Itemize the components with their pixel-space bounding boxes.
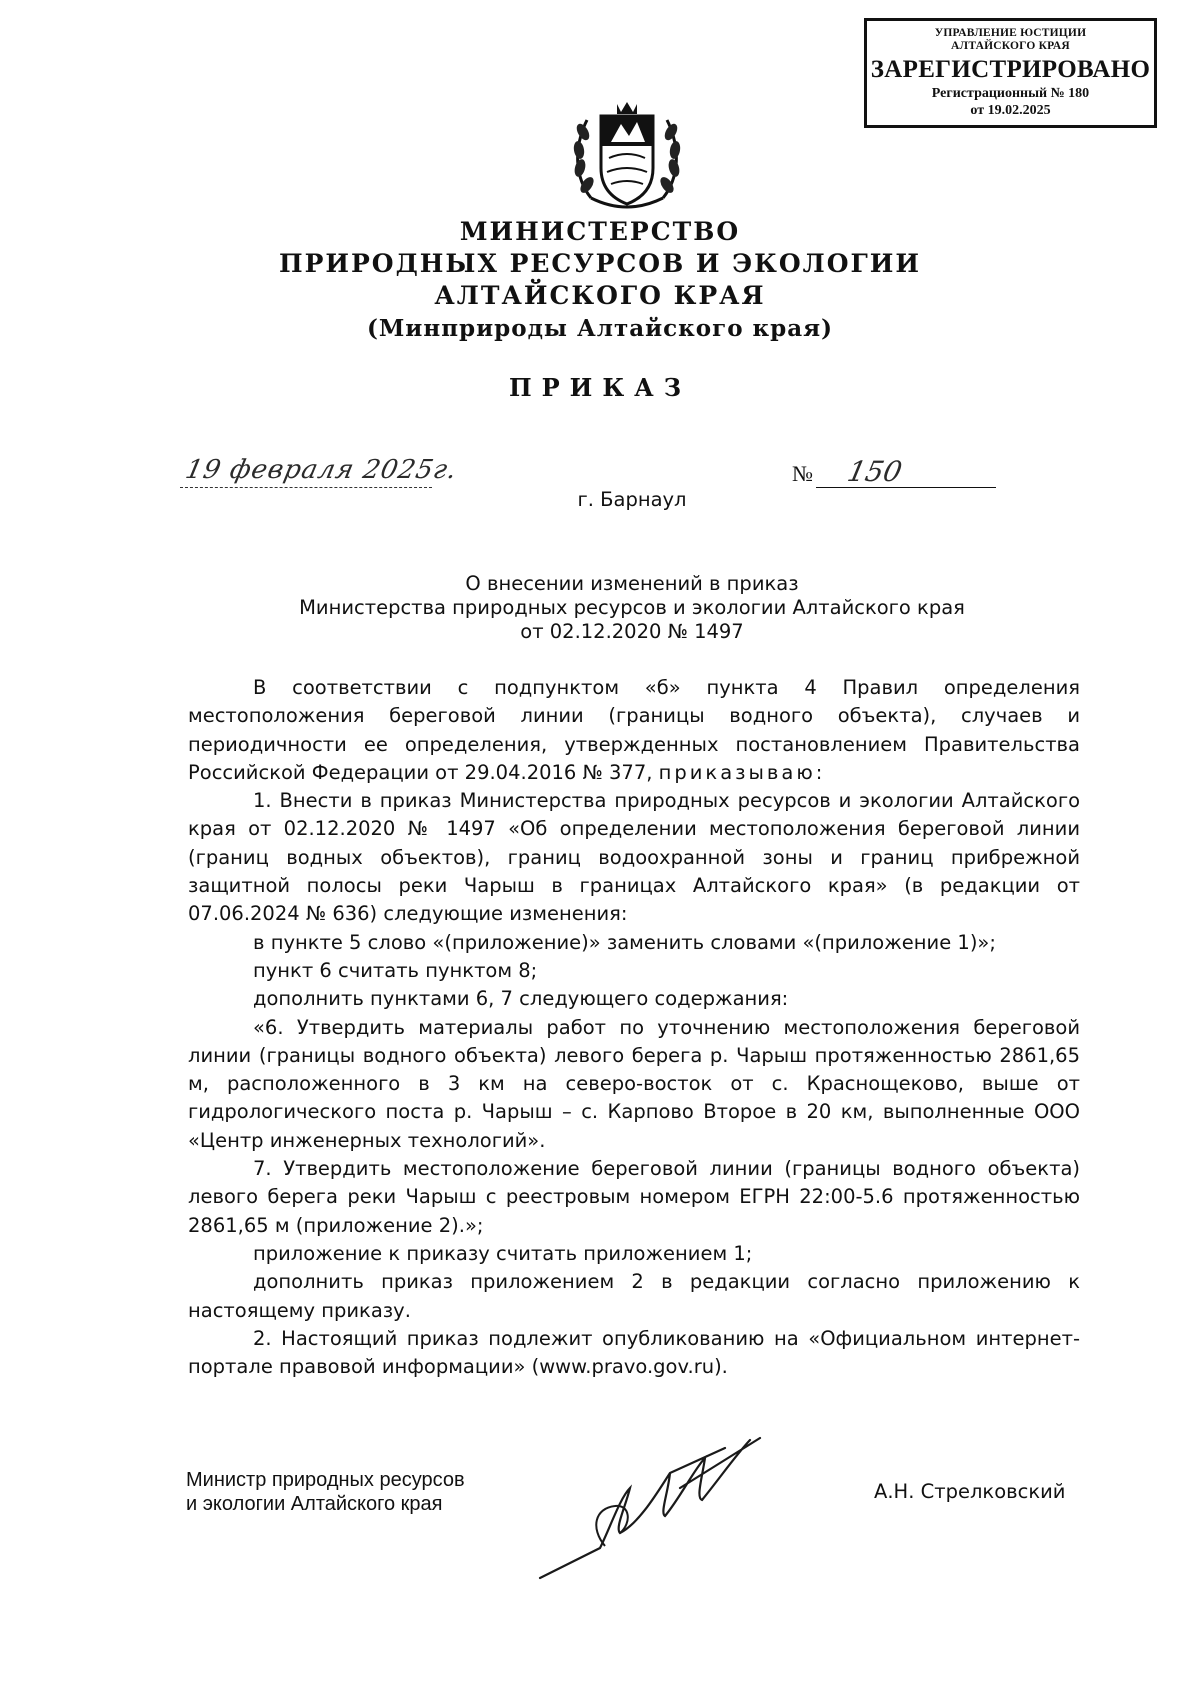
order-keyword: приказываю:	[658, 760, 826, 784]
paragraph-5: «6. Утвердить материалы работ по уточнению местоположения береговой линии (границы водного объекта) левого берега р. Чарыш протяженностью 2861,65 м, расположенного в 3 км на северо-восток от с. Краснощеково, выше от гидрологического поста р. Чарыш – с. Карпово Второе в 20 км, выполненные ООО «Центр инженерных технологий».	[188, 1015, 1080, 1152]
ministry-title-line3: АЛТАЙСКОГО КРАЯ	[434, 281, 766, 310]
document-type: ПРИКАЗ	[508, 373, 692, 402]
position-line1: Министр природных ресурсов	[186, 1469, 465, 1491]
intro-text: В соответствии с подпунктом «б» пункта 4 Правил определения местоположения береговой линии (границы водного объекта), случаев и периодичности ее определения, утвержденных постановлением Правительства Российской Федерации от 29.04.2016 № 377,	[188, 676, 1080, 784]
paragraph-9: 2. Настоящий приказ подлежит опубликованию на «Официальном интернет-портале правовой информации» (www.pravo.gov.ru).	[188, 1326, 1080, 1379]
stamp-org-line1: УПРАВЛЕНИЕ ЮСТИЦИИ	[934, 27, 1087, 39]
stamp-reg-number: Регистрационный № 180	[931, 86, 1090, 101]
paragraph-2: в пункте 5 слово «(приложение)» заменить словами «(приложение 1)»;	[253, 930, 996, 954]
position-line2: и экологии Алтайского края	[186, 1493, 443, 1515]
signatory-position	[186, 1468, 465, 1516]
stamp-org-line2: АЛТАЙСКОГО КРАЯ	[951, 40, 1070, 52]
intro-paragraph	[188, 674, 1080, 787]
handwritten-signature-icon	[520, 1428, 790, 1588]
stamp-status: ЗАРЕГИСТРИРОВАНО	[870, 56, 1151, 83]
subject-line3: от 02.12.2020 № 1497	[520, 620, 744, 643]
paragraph-4: дополнить пунктами 6, 7 следующего содержания:	[253, 987, 789, 1011]
paragraph-8: дополнить приказ приложением 2 в редакции согласно приложению к настоящему приказу.	[188, 1270, 1080, 1322]
city: г. Барнаул	[577, 488, 687, 511]
number-sign: №	[792, 461, 813, 486]
paragraph-6: 7. Утвердить местоположение береговой линии (границы водного объекта) левого берега реки Чарыш с реестровым номером ЕГРН 22:00-5.6 протяженностью 2861,65 м (приложение 2).»;	[188, 1157, 1080, 1237]
order-body	[188, 674, 1080, 1381]
signatory-name: А.Н. Стрелковский	[874, 1480, 1066, 1503]
ministry-short-name: (Минприроды Алтайского края)	[366, 315, 834, 342]
handwritten-date: 19 февраля 2025г.	[182, 455, 461, 485]
subject-line1: О внесении изменений в приказ	[465, 572, 799, 595]
order-subject	[0, 572, 1200, 644]
ministry-title-line1: МИНИСТЕРСТВО	[459, 217, 741, 246]
registration-stamp	[864, 18, 1157, 128]
paragraph-7: приложение к приказу считать приложением 1;	[253, 1241, 753, 1265]
handwritten-number: 150	[844, 455, 905, 488]
subject-line2: Министерства природных ресурсов и экологии Алтайского края	[299, 596, 965, 619]
paragraph-3: пункт 6 считать пунктом 8;	[253, 958, 538, 982]
stamp-reg-date: от 19.02.2025	[970, 103, 1051, 118]
ministry-title-line2: ПРИРОДНЫХ РЕСУРСОВ И ЭКОЛОГИИ	[278, 249, 922, 278]
paragraph-1: 1. Внести в приказ Министерства природных ресурсов и экологии Алтайского края от 02.12.2020 № 1497 «Об определении местоположения береговой линии (границ водных объектов), границ водоохранной зоны и границ прибрежной защитной полосы реки Чарыш в границах Алтайского края» (в редакции от 07.06.2024 № 636) следующие изменения:	[188, 789, 1080, 926]
coat-of-arms-icon	[571, 98, 683, 218]
